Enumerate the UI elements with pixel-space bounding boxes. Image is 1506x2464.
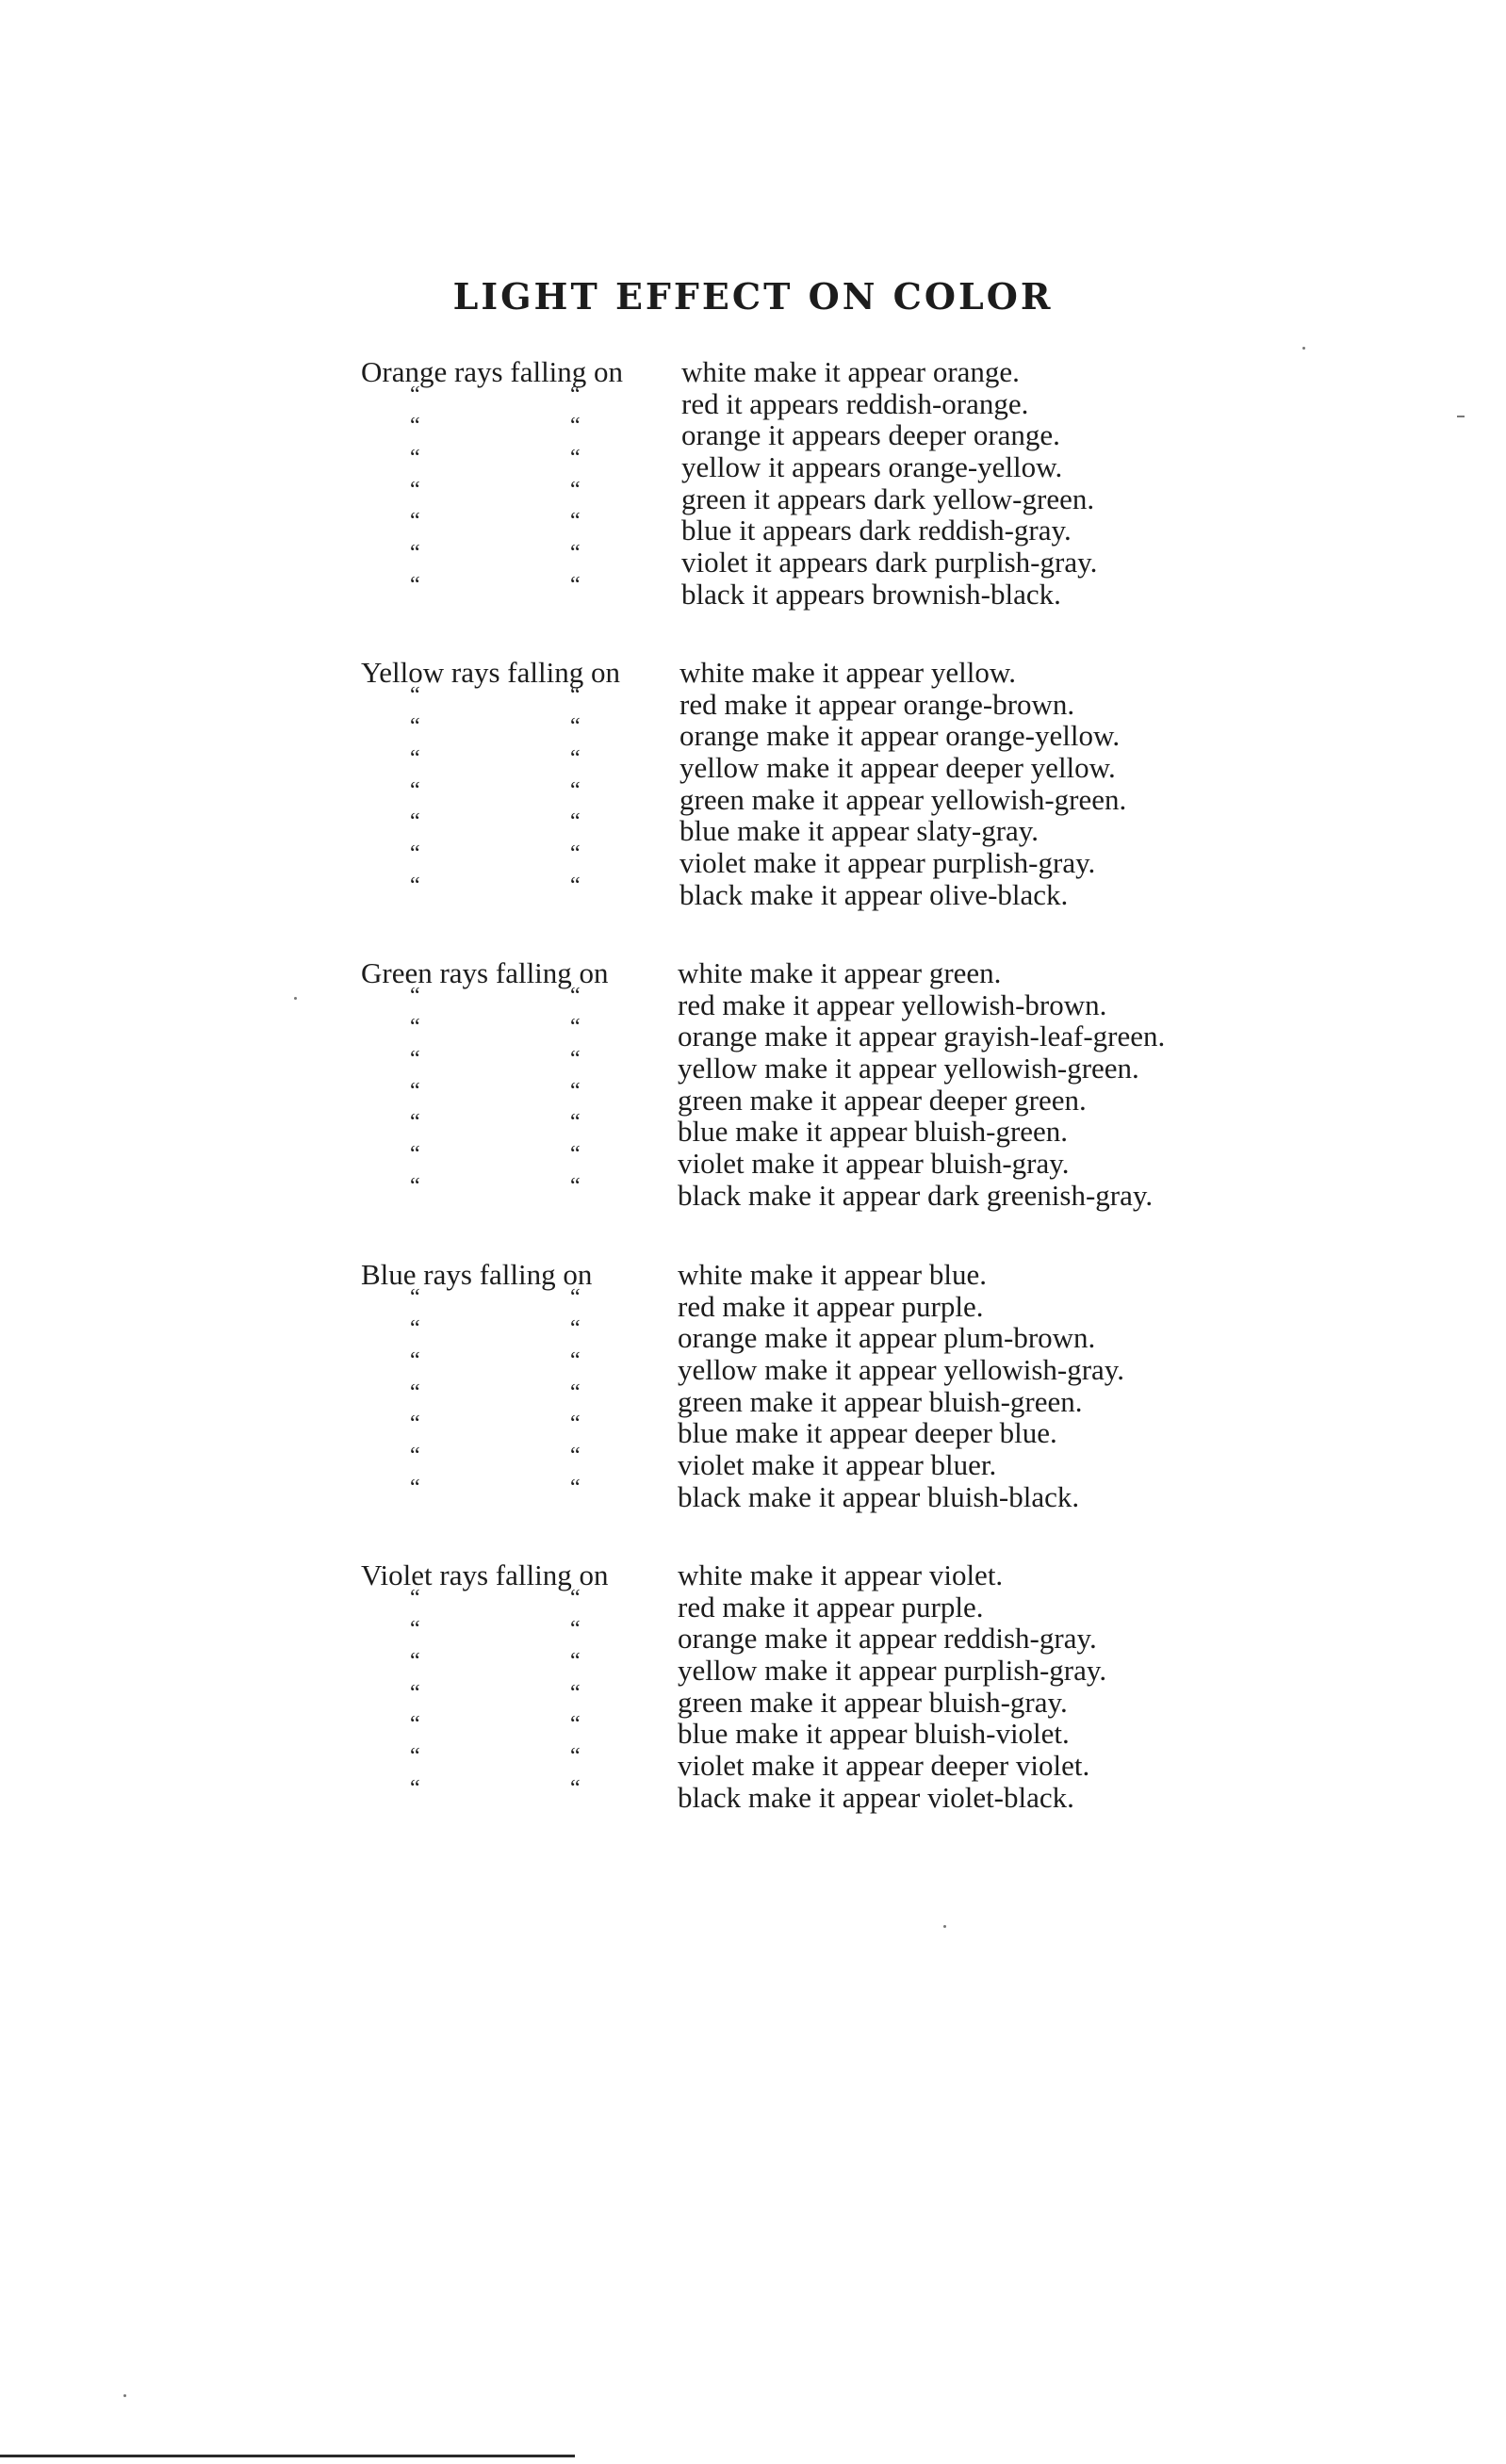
ditto-mark: “ [570, 1379, 581, 1405]
effect-text: orange make it appear reddish-gray. [678, 1622, 1097, 1656]
effect-text: orange make it appear plum-brown. [678, 1321, 1096, 1355]
ditto-mark: “ [570, 509, 581, 534]
effect-text: orange it appears deeper orange. [681, 418, 1060, 452]
ditto-mark: “ [410, 1110, 420, 1135]
effect-text: yellow make it appear deeper yellow. [679, 751, 1116, 785]
ditto-mark: “ [410, 1411, 420, 1437]
effect-text: violet it appears dark purplish-gray. [681, 546, 1098, 579]
ditto-mark: “ [410, 477, 420, 502]
effect-text: white make it appear green. [678, 956, 1002, 989]
ditto-mark: “ [570, 541, 581, 566]
effect-line [361, 1712, 1350, 1751]
effect-text: green make it appear yellowish-green. [679, 782, 1127, 816]
effect-line [361, 1475, 1350, 1513]
rays-lead-text: Orange rays falling on [361, 355, 624, 388]
ditto-mark: “ [570, 873, 581, 898]
ditto-mark: “ [410, 1142, 420, 1167]
effect-line [361, 572, 1350, 611]
effect-text: yellow make it appear yellowish-gray. [678, 1353, 1125, 1387]
section-lead-line [361, 1259, 1350, 1291]
effect-line [361, 1078, 1350, 1117]
ditto-mark: “ [410, 1712, 420, 1738]
print-speck [943, 1925, 946, 1928]
rays-lead-text: Violet rays falling on [361, 1558, 609, 1591]
effect-line [361, 809, 1350, 848]
effect-text: green make it appear deeper green. [678, 1083, 1087, 1117]
ditto-mark: “ [570, 414, 581, 439]
ditto-mark: “ [570, 1078, 581, 1103]
effect-text: blue make it appear bluish-green. [678, 1115, 1069, 1149]
bottom-rule [0, 2455, 575, 2457]
effect-line [361, 1047, 1350, 1085]
ditto-mark: “ [570, 1680, 581, 1705]
ditto-mark: “ [410, 1649, 420, 1674]
effect-line [361, 1649, 1350, 1688]
print-speck [1302, 347, 1305, 350]
ditto-mark: “ [570, 682, 581, 708]
rays-lead-text: Green rays falling on [361, 956, 609, 989]
ditto-mark: “ [410, 1585, 420, 1610]
effect-line [361, 873, 1350, 911]
effect-text: violet make it appear bluer. [678, 1448, 997, 1482]
effect-text: white make it appear orange. [681, 355, 1020, 388]
effect-line [361, 1617, 1350, 1656]
effect-line [361, 714, 1350, 753]
print-speck [123, 2394, 126, 2397]
effect-text: green make it appear bluish-green. [678, 1384, 1083, 1418]
ditto-mark: “ [410, 809, 420, 835]
ditto-mark: “ [410, 1078, 420, 1103]
ditto-mark: “ [570, 1444, 581, 1469]
effect-text: red make it appear purple. [678, 1289, 984, 1323]
ditto-mark: “ [410, 1015, 420, 1040]
print-speck [1457, 416, 1465, 417]
effect-text: black make it appear dark greenish-gray. [678, 1178, 1154, 1212]
ditto-mark: “ [570, 1173, 581, 1199]
ditto-mark: “ [410, 777, 420, 803]
ditto-mark: “ [570, 1475, 581, 1500]
effect-text: green it appears dark yellow-green. [681, 481, 1095, 515]
ditto-mark: “ [570, 382, 581, 407]
effect-line [361, 1284, 1350, 1323]
ditto-mark: “ [410, 1775, 420, 1801]
effect-line [361, 1316, 1350, 1355]
section-lead-line [361, 957, 1350, 989]
effect-line [361, 509, 1350, 547]
ditto-mark: “ [410, 746, 420, 772]
ditto-mark: “ [410, 682, 420, 708]
ditto-mark: “ [570, 1411, 581, 1437]
effect-text: violet make it appear bluish-gray. [678, 1147, 1070, 1181]
ditto-mark: “ [410, 541, 420, 566]
effect-text: red make it appear yellowish-brown. [678, 987, 1107, 1021]
effect-text: yellow it appears orange-yellow. [681, 450, 1063, 484]
ditto-mark: “ [410, 1348, 420, 1374]
effect-line [361, 382, 1350, 420]
ditto-mark: “ [410, 572, 420, 597]
effect-line [361, 1411, 1350, 1450]
effect-line [361, 1585, 1350, 1624]
ditto-mark: “ [410, 841, 420, 867]
ditto-mark: “ [410, 1173, 420, 1199]
effect-line [361, 841, 1350, 880]
effect-line [361, 682, 1350, 721]
effect-line [361, 1444, 1350, 1482]
effect-text: red make it appear orange-brown. [679, 687, 1075, 721]
effect-text: violet make it appear deeper violet. [678, 1749, 1090, 1783]
ditto-mark: “ [410, 1444, 420, 1469]
ditto-mark: “ [570, 746, 581, 772]
section-lead-line [361, 657, 1350, 689]
effect-line [361, 477, 1350, 515]
effect-text: blue make it appear slaty-gray. [679, 814, 1039, 848]
ditto-mark: “ [410, 983, 420, 1008]
effect-line [361, 777, 1350, 816]
rays-lead-text: Blue rays falling on [361, 1258, 593, 1291]
effect-text: black make it appear bluish-black. [678, 1479, 1080, 1513]
ditto-mark: “ [570, 809, 581, 835]
effect-text: yellow make it appear yellowish-green. [678, 1052, 1139, 1085]
ditto-mark: “ [570, 1585, 581, 1610]
ditto-mark: “ [570, 1110, 581, 1135]
effect-text: blue make it appear deeper blue. [678, 1416, 1057, 1450]
effect-text: green make it appear bluish-gray. [678, 1685, 1068, 1719]
effect-text: violet make it appear purplish-gray. [679, 846, 1096, 880]
ditto-mark: “ [570, 1047, 581, 1072]
ditto-mark: “ [410, 1680, 420, 1705]
blue-rays-section [361, 1259, 1350, 1513]
effect-line [361, 1110, 1350, 1149]
ditto-mark: “ [570, 572, 581, 597]
print-speck [294, 997, 297, 1000]
ditto-mark: “ [570, 446, 581, 471]
yellow-rays-section [361, 657, 1350, 911]
ditto-mark: “ [570, 1617, 581, 1642]
green-rays-section [361, 957, 1350, 1212]
ditto-mark: “ [570, 841, 581, 867]
effect-text: red make it appear purple. [678, 1590, 984, 1624]
ditto-mark: “ [410, 1379, 420, 1405]
ditto-mark: “ [570, 1744, 581, 1770]
effect-line [361, 1173, 1350, 1212]
section-lead-line [361, 1559, 1350, 1591]
effect-line [361, 746, 1350, 785]
ditto-mark: “ [570, 1712, 581, 1738]
ditto-mark: “ [570, 1649, 581, 1674]
effect-line [361, 414, 1350, 452]
effect-text: yellow make it appear purplish-gray. [678, 1654, 1107, 1688]
ditto-mark: “ [410, 446, 420, 471]
ditto-mark: “ [410, 873, 420, 898]
violet-rays-section [361, 1559, 1350, 1814]
effect-line [361, 446, 1350, 484]
effect-line [361, 1348, 1350, 1387]
rays-lead-text: Yellow rays falling on [361, 656, 620, 689]
ditto-mark: “ [570, 477, 581, 502]
orange-rays-section [361, 356, 1350, 611]
effect-line [361, 1142, 1350, 1181]
ditto-mark: “ [410, 1284, 420, 1310]
effect-text: black make it appear olive-black. [679, 877, 1069, 911]
ditto-mark: “ [410, 1316, 420, 1342]
effect-text: white make it appear violet. [678, 1558, 1004, 1591]
effect-text: red it appears reddish-orange. [681, 386, 1029, 420]
effect-line [361, 541, 1350, 579]
ditto-mark: “ [570, 1775, 581, 1801]
ditto-mark: “ [570, 1316, 581, 1342]
ditto-mark: “ [410, 714, 420, 740]
effect-text: black it appears brownish-black. [681, 577, 1061, 611]
ditto-mark: “ [410, 414, 420, 439]
effect-text: black make it appear violet-black. [678, 1780, 1074, 1814]
effect-line [361, 1015, 1350, 1053]
effect-line [361, 1379, 1350, 1418]
ditto-mark: “ [570, 714, 581, 740]
effect-text: orange make it appear grayish-leaf-green. [678, 1020, 1166, 1053]
effect-line [361, 1744, 1350, 1783]
effect-text: white make it appear yellow. [679, 656, 1016, 689]
ditto-mark: “ [410, 1744, 420, 1770]
ditto-mark: “ [410, 1617, 420, 1642]
ditto-mark: “ [570, 983, 581, 1008]
ditto-mark: “ [570, 777, 581, 803]
effect-text: orange make it appear orange-yellow. [679, 719, 1121, 753]
ditto-mark: “ [570, 1142, 581, 1167]
ditto-mark: “ [410, 382, 420, 407]
effect-line [361, 1680, 1350, 1719]
effect-text: blue it appears dark reddish-gray. [681, 514, 1072, 547]
effect-line [361, 983, 1350, 1021]
effect-text: blue make it appear bluish-violet. [678, 1717, 1070, 1751]
ditto-mark: “ [570, 1348, 581, 1374]
ditto-mark: “ [410, 1475, 420, 1500]
ditto-mark: “ [570, 1284, 581, 1310]
effect-text: white make it appear blue. [678, 1258, 987, 1291]
ditto-mark: “ [570, 1015, 581, 1040]
ditto-mark: “ [410, 1047, 420, 1072]
section-lead-line [361, 356, 1350, 388]
effect-line [361, 1775, 1350, 1814]
ditto-mark: “ [410, 509, 420, 534]
page-title: LIGHT EFFECT ON COLOR [452, 275, 1054, 318]
